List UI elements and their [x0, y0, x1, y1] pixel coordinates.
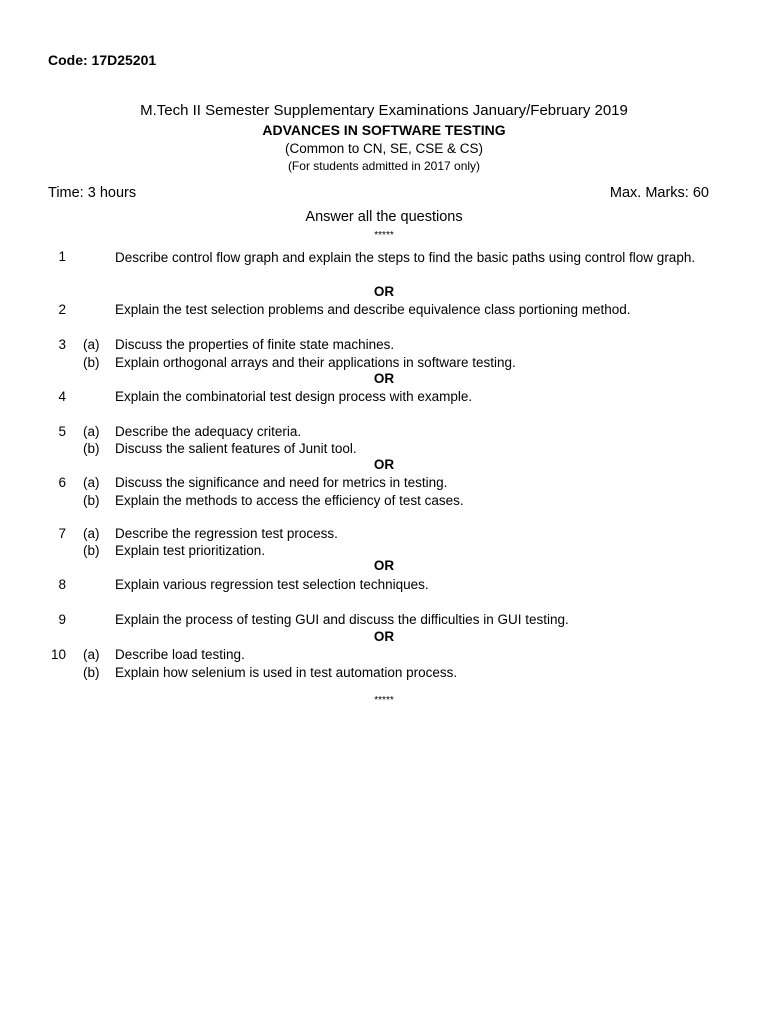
question-text: Explain orthogonal arrays and their applications in software testing.	[115, 355, 516, 370]
paper-code: Code: 17D25201	[48, 52, 157, 68]
question-text: Describe the regression test process.	[115, 526, 338, 541]
question-text: Describe the adequacy criteria.	[115, 424, 302, 439]
question-text: Describe control flow graph and explain the steps to find the basic paths using control flow graph.	[115, 250, 696, 265]
question-number: 7	[58, 526, 66, 541]
subquestion-label: (a)	[83, 337, 100, 352]
time-allowed: Time: 3 hours	[48, 185, 137, 201]
question-number: 4	[58, 389, 66, 404]
or-divider: OR	[373, 457, 395, 472]
question-number: 8	[58, 577, 66, 592]
or-divider: OR	[373, 558, 395, 573]
admitted-line: (For students admitted in 2017 only)	[287, 159, 481, 173]
question-text: Explain the combinatorial test design process with example.	[115, 389, 473, 404]
subquestion-label: (a)	[83, 526, 100, 541]
or-divider: OR	[373, 371, 395, 386]
question-number: 9	[58, 612, 66, 627]
question-number: 10	[50, 647, 66, 662]
subquestion-label: (b)	[83, 665, 100, 680]
subquestion-label: (b)	[83, 441, 100, 456]
or-divider: OR	[373, 629, 395, 644]
or-divider: OR	[373, 284, 395, 299]
subject-title: ADVANCES IN SOFTWARE TESTING	[262, 122, 506, 138]
question-text: Explain test prioritization.	[115, 543, 266, 558]
subquestion-label: (b)	[83, 543, 100, 558]
question-text: Discuss the salient features of Junit tool.	[115, 441, 357, 456]
max-marks: Max. Marks: 60	[609, 185, 709, 201]
question-number: 1	[58, 249, 66, 264]
subquestion-label: (b)	[83, 493, 100, 508]
subquestion-label: (a)	[83, 647, 100, 662]
question-text: Discuss the properties of finite state machines.	[115, 337, 395, 352]
question-number: 3	[58, 337, 66, 352]
question-text: Describe load testing.	[115, 647, 245, 662]
question-text: Explain the process of testing GUI and discuss the difficulties in GUI testing.	[115, 612, 569, 627]
exam-title: M.Tech II Semester Supplementary Examinations January/February 2019	[140, 102, 628, 119]
question-number: 5	[58, 424, 66, 439]
instruction: Answer all the questions	[305, 209, 463, 225]
question-text: Explain the test selection problems and describe equivalence class portioning method.	[115, 302, 631, 317]
question-number: 2	[58, 302, 66, 317]
question-text: Discuss the significance and need for metrics in testing.	[115, 475, 448, 490]
separator-top: *****	[374, 230, 394, 241]
question-text: Explain various regression test selection techniques.	[115, 577, 429, 592]
question-text: Explain the methods to access the efficiency of test cases.	[115, 493, 464, 508]
separator-bottom: *****	[374, 695, 394, 706]
subquestion-label: (a)	[83, 475, 100, 490]
subquestion-label: (a)	[83, 424, 100, 439]
question-text: Explain how selenium is used in test automation process.	[115, 665, 458, 680]
common-to-line: (Common to CN, SE, CSE & CS)	[284, 141, 484, 156]
subquestion-label: (b)	[83, 355, 100, 370]
question-number: 6	[58, 475, 66, 490]
